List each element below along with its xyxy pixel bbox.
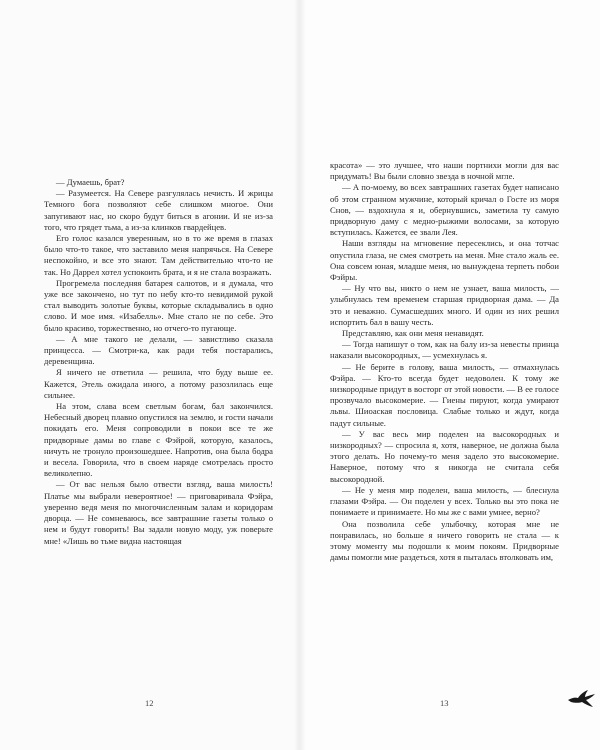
paragraph: — Тогда напишут о том, как на балу из-за невесты принца наказали высокородных, — усмехнулась я.: [330, 339, 559, 361]
dragon-silhouette-icon: [566, 686, 596, 710]
page-number-left: 12: [145, 698, 154, 708]
paragraph: — А мне такого не делали, — завистливо сказала принцесса. — Смотри-ка, как ради тебя постарались, деревенщина.: [44, 333, 273, 367]
paragraph: — А по-моему, во всех завтрашних газетах будет написано об этом странном мужчине, который кричал о Госте из моря Снов, — вздохнула я и, обернувшись, заметила ту самую придворную даму с медно-рыжими волосами, за которую вступилась. Кажется, ее звали Лея.: [330, 182, 559, 238]
paragraph: — Думаешь, брат?: [56, 177, 125, 187]
right-page-text: [330, 160, 559, 563]
left-page-text: [44, 177, 273, 547]
page-number-right: 13: [440, 698, 449, 708]
paragraph: На этом, слава всем светлым богам, бал закончился. Небесный дворец плавно опустился на землю, и гости начали покидать его. Меня сопроводили в покои все те же придворные дамы во главе с Фэйрой, которую, казалось, ничуть не тронуло произошедшее. Напротив, она была бодра и весела. Говорила, что в своем наряде смотрелась просто великолепно.: [44, 401, 273, 479]
paragraph: — Ну что вы, никто о нем не узнает, ваша милость, — улыбнулась тем временем старшая придворная дама. — Да это и неважно. Сумасшедших много. И один из них решил испортить бал в вашу честь.: [330, 283, 559, 327]
paragraph: Наши взгляды на мгновение пересеклись, и она тотчас опустила глаза, не смея смотреть на меня. Мне стало жаль ее. Она совсем юная, младше меня, но вынуждена терпеть побои Фэйры.: [330, 238, 559, 283]
book-gutter: [294, 0, 306, 750]
paragraph: — У вас весь мир поделен на высокородных и низкородных? — спросила я, хотя, наверное, не должна была этого делать. Но почему-то меня задело это высокомерие. Наверное, потому что я никогда не считала себя высокородной.: [330, 428, 559, 484]
paragraph: — От вас нельзя было отвести взгляд, ваша милость! Платье мы выбрали невероятное! — приговаривала Фэйра, уверенно ведя меня по многочисленным залам и коридорам дворца. — Не сомневаюсь, все завтрашние газеты только о нем и будут говорить! Вы задали новую моду, уж поверьте мне! «Лишь во тьме видна настоящая: [44, 479, 273, 546]
paragraph: — Не берите в голову, ваша милость, — отмахнулась Фэйра. — Кто-то всегда будет недоволен. К тому же низкородные придут в восторг от этой новости. — В ее голосе прозвучало высокомерие. — Гиены пируют, когда умирают львы. Шиоаская пословица. Слабые только и ждут, когда падут сильные.: [330, 361, 559, 428]
paragraph: Его голос казался уверенным, но в то же время в глазах было что-то такое, что заставило меня напрячься. На Севере неспокойно, и все это знают. Там действительно что-то не так. Но Даррел хотел успокоить брата, и я не стала возражать.: [44, 233, 273, 277]
paragraph: — Не у меня мир поделен, ваша милость, — блеснула глазами Фэйра. — Он поделен у всех. Только вы это пока не понимаете и принимаете. Но мы же с вами умнее, верно?: [330, 484, 559, 518]
paragraph: — Разумеется. На Севере разгулялась нечисть. И жрицы Темного бога позволяют себе слишком многое. Они запугивают нас, но скоро будут биться в агонии. И не из-за того, что грядет тьма, а из-за клинков гвардейцев.: [44, 188, 273, 232]
paragraph: Прогремела последняя батарея салютов, и я думала, что уже все закончено, но тут по небу кто-то невидимой рукой стал выводить золотые буквы, которые складывались в одно слово. И мое имя. «Изабелль». Мне стало не по себе. Это было красиво, торжественно, но отчего-то пугающе.: [44, 277, 273, 333]
paragraph: Представляю, как они меня ненавидят.: [342, 328, 484, 339]
paragraph: красота» — это лучшее, что наши портнихи могли для вас придумать! Вы были словно звезда в ночной мгле.: [330, 160, 559, 182]
right-page: [300, 0, 600, 750]
paragraph: Она позволила себе улыбочку, которая мне не понравилась, но больше я ничего говорить не стала — к этому моменту мы подошли к моим покоям. Придворные дамы помогли мне раздеться, хотя я пыталась втолковать им,: [330, 518, 559, 563]
paragraph: Я ничего не ответила — решила, что буду выше ее. Кажется, Этель ожидала иного, а потому разозлилась еще сильнее.: [44, 367, 273, 400]
